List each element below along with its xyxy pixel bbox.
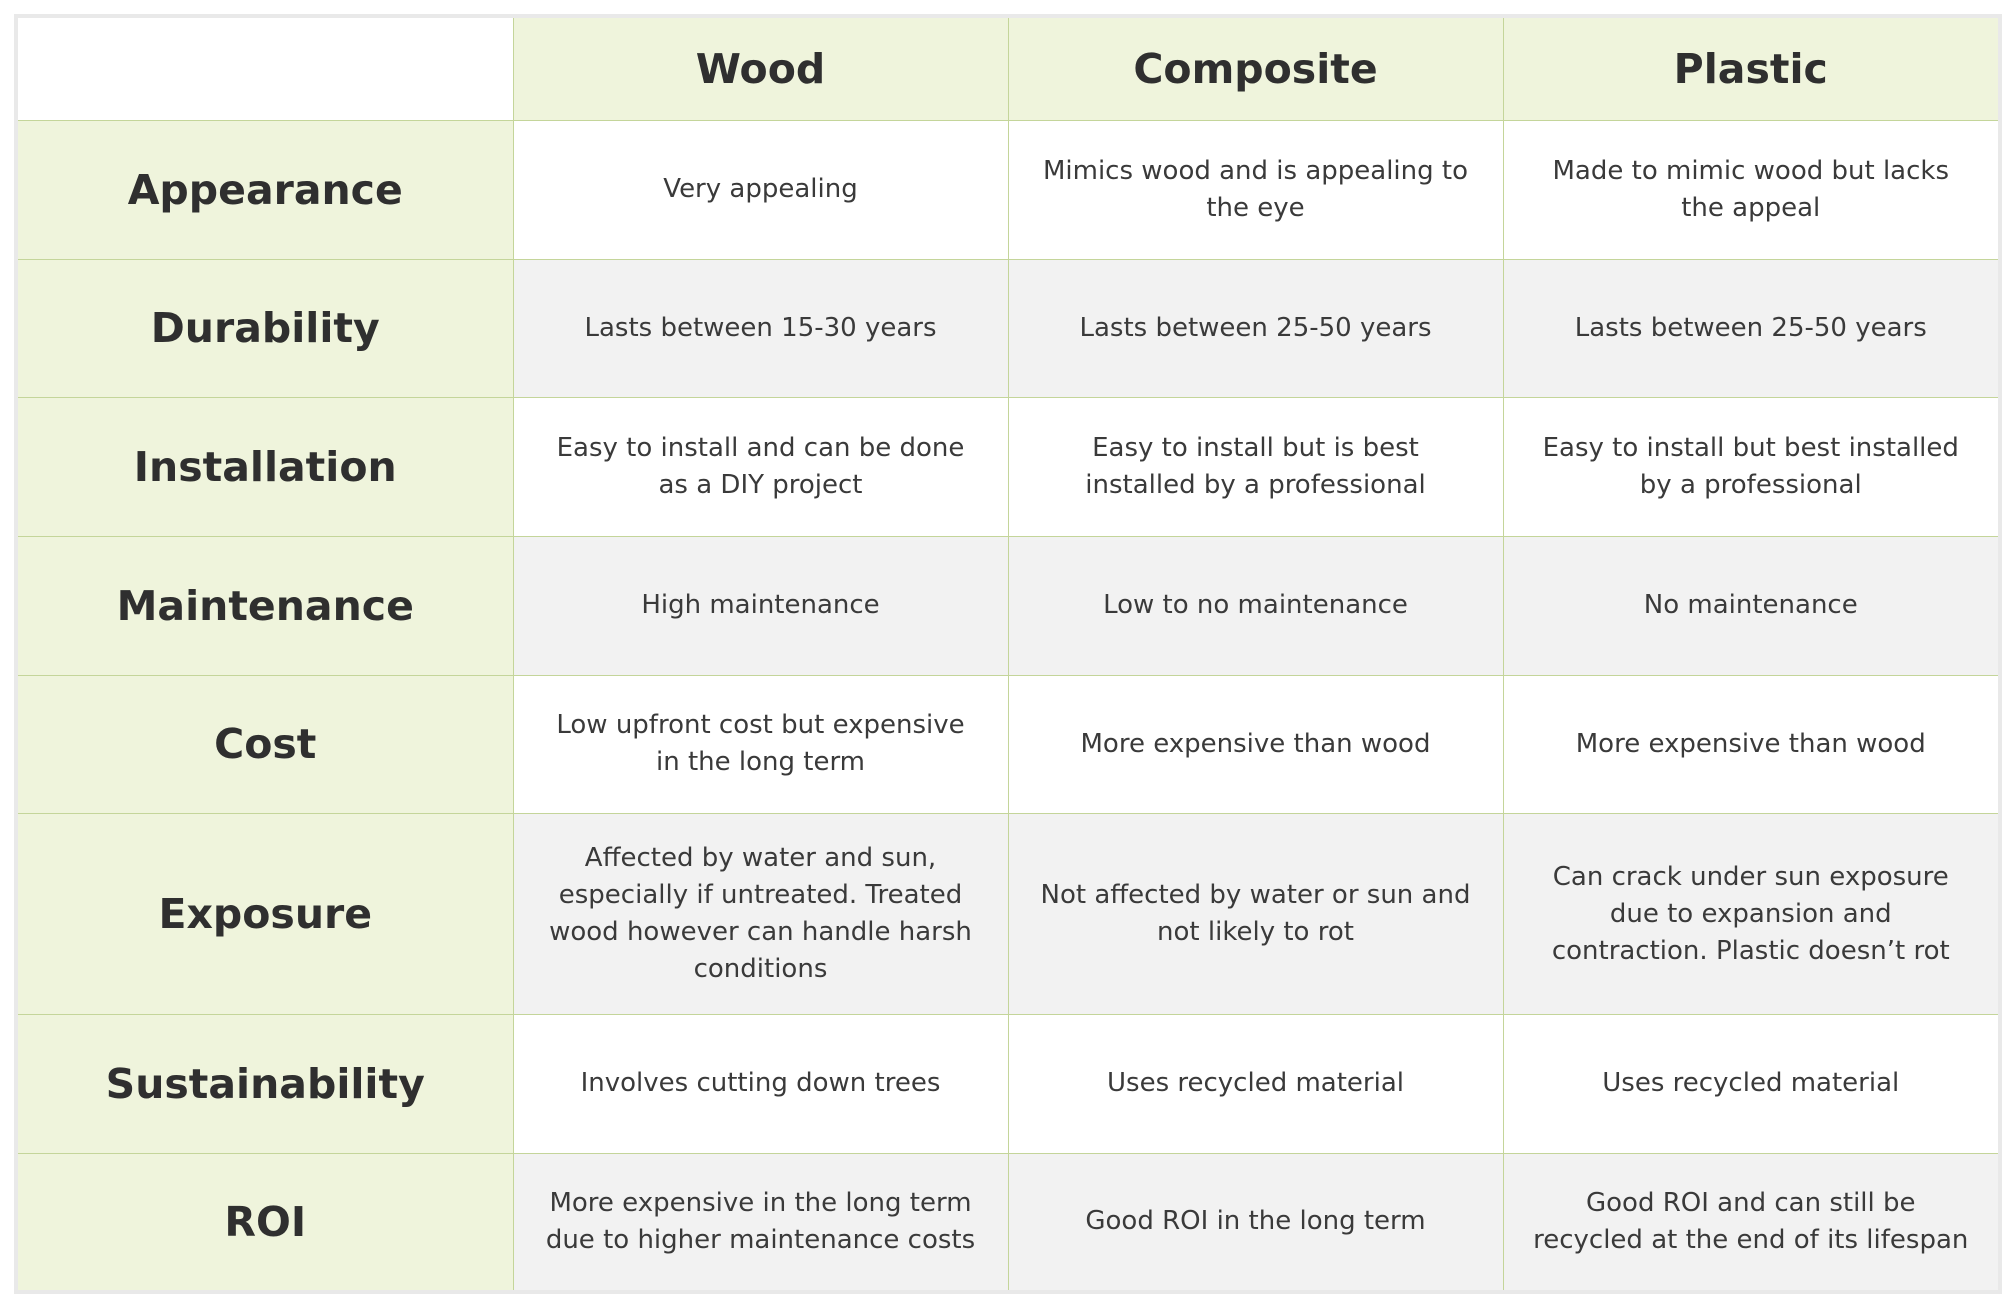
cell-maintenance-composite: Low to no maintenance <box>1008 536 1503 675</box>
cell-installation-wood: Easy to install and can be done as a DIY project <box>513 398 1008 537</box>
cell-appearance-wood: Very appealing <box>513 120 1008 259</box>
cell-maintenance-plastic: No maintenance <box>1503 536 1998 675</box>
row-header-cost: Cost <box>18 675 513 814</box>
header-row <box>18 18 1998 120</box>
row-header-appearance: Appearance <box>18 120 513 259</box>
row-durability <box>18 259 1998 398</box>
cell-maintenance-wood: High maintenance <box>513 536 1008 675</box>
cell-roi-composite: Good ROI in the long term <box>1008 1153 1503 1290</box>
cell-exposure-composite: Not affected by water or sun and not likely to rot <box>1008 814 1503 1015</box>
row-sustainability <box>18 1015 1998 1154</box>
column-header-plastic: Plastic <box>1503 18 1998 120</box>
cell-sustainability-plastic: Uses recycled material <box>1503 1015 1998 1154</box>
cell-durability-composite: Lasts between 25-50 years <box>1008 259 1503 398</box>
cell-exposure-wood: Affected by water and sun, especially if untreated. Treated wood however can handle harsh conditions <box>513 814 1008 1015</box>
cell-durability-wood: Lasts between 15-30 years <box>513 259 1008 398</box>
column-header-wood: Wood <box>513 18 1008 120</box>
row-roi <box>18 1153 1998 1290</box>
cell-durability-plastic: Lasts between 25-50 years <box>1503 259 1998 398</box>
cell-appearance-plastic: Made to mimic wood but lacks the appeal <box>1503 120 1998 259</box>
cell-roi-wood: More expensive in the long term due to higher maintenance costs <box>513 1153 1008 1290</box>
row-header-installation: Installation <box>18 398 513 537</box>
cell-appearance-composite: Mimics wood and is appealing to the eye <box>1008 120 1503 259</box>
row-appearance <box>18 120 1998 259</box>
row-exposure <box>18 814 1998 1015</box>
cell-installation-plastic: Easy to install but best installed by a professional <box>1503 398 1998 537</box>
cell-cost-wood: Low upfront cost but expensive in the long term <box>513 675 1008 814</box>
row-header-durability: Durability <box>18 259 513 398</box>
comparison-table-frame <box>14 14 2002 1294</box>
row-maintenance <box>18 536 1998 675</box>
row-header-exposure: Exposure <box>18 814 513 1015</box>
comparison-table <box>18 18 1998 1290</box>
column-header-composite: Composite <box>1008 18 1503 120</box>
cell-sustainability-wood: Involves cutting down trees <box>513 1015 1008 1154</box>
cell-roi-plastic: Good ROI and can still be recycled at the end of its lifespan <box>1503 1153 1998 1290</box>
cell-cost-plastic: More expensive than wood <box>1503 675 1998 814</box>
cell-exposure-plastic: Can crack under sun exposure due to expansion and contraction. Plastic doesn’t rot <box>1503 814 1998 1015</box>
cell-sustainability-composite: Uses recycled material <box>1008 1015 1503 1154</box>
row-cost <box>18 675 1998 814</box>
row-header-sustainability: Sustainability <box>18 1015 513 1154</box>
corner-cell <box>18 18 513 120</box>
cell-installation-composite: Easy to install but is best installed by a professional <box>1008 398 1503 537</box>
row-installation <box>18 398 1998 537</box>
row-header-maintenance: Maintenance <box>18 536 513 675</box>
row-header-roi: ROI <box>18 1153 513 1290</box>
cell-cost-composite: More expensive than wood <box>1008 675 1503 814</box>
